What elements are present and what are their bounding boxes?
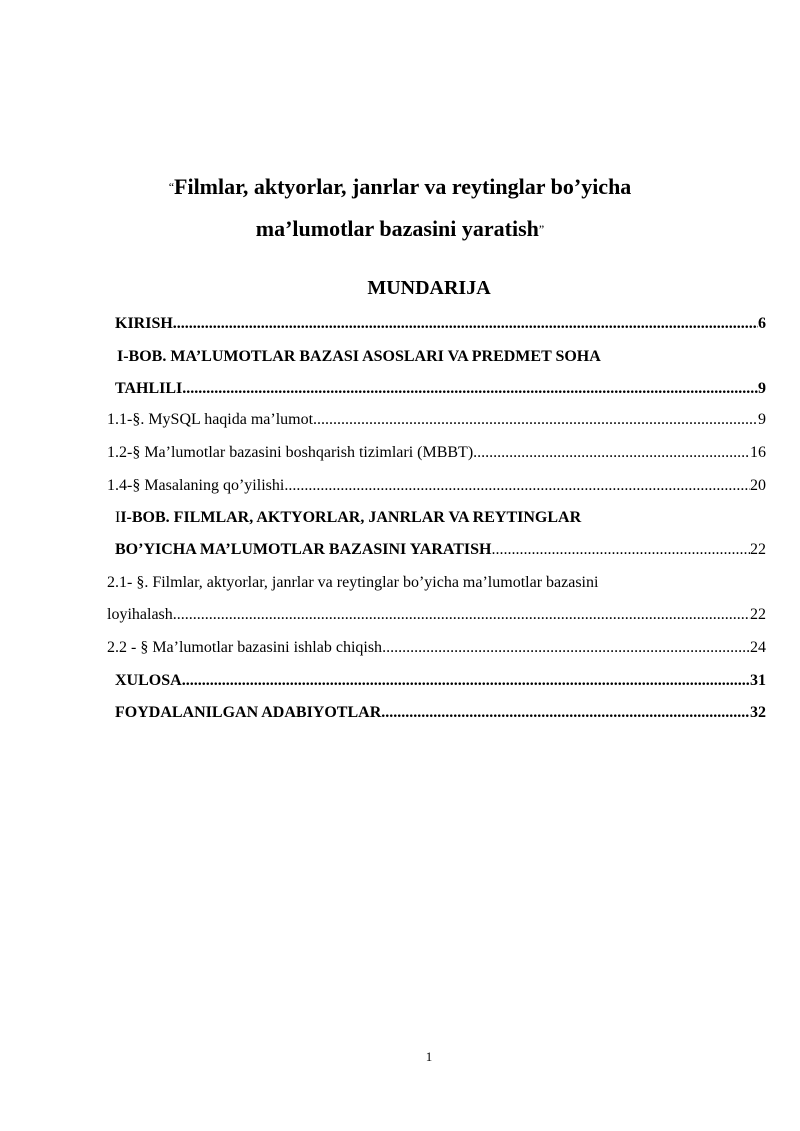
- toc-entry-text: 1.4-§ Masalaning qo’yilishi: [107, 477, 285, 494]
- toc-entry-page: 31: [750, 672, 766, 689]
- toc-chapter-2-title: I-BOB. FILMLAR, AKTYORLAR, JANRLAR VA REYTINGLAR: [120, 509, 582, 526]
- toc-entry-page: 6: [758, 315, 766, 332]
- toc-entry-text: 1.1-§. MySQL haqida ma’lumot: [107, 411, 314, 428]
- title-close-quote: ”: [538, 222, 545, 236]
- toc-entry-page: 22: [750, 541, 766, 558]
- toc-entry-kirish[interactable]: [115, 314, 766, 334]
- toc-entry-page: 9: [758, 411, 766, 428]
- toc-entry-page: 22: [750, 606, 766, 623]
- toc-entry-chapter-1[interactable]: [115, 379, 766, 399]
- toc-leader-dots: [381, 703, 750, 723]
- toc-entry-text: XULOSA: [115, 672, 182, 689]
- toc-entry-section-2-2[interactable]: [107, 638, 766, 658]
- toc-chapter-1-line-1[interactable]: I-BOB. MA’LUMOTLAR BAZASI ASOSLARI VA PREDMET SOHA: [117, 348, 601, 365]
- toc-leader-dots: [313, 410, 758, 430]
- toc-leader-dots: [492, 540, 751, 560]
- toc-entry-chapter-2[interactable]: [115, 540, 766, 560]
- toc-entry-text: 2.2 - § Ma’lumotlar bazasini ishlab chiqish: [107, 639, 383, 656]
- title-text-1: Filmlar, aktyorlar, janrlar va reytinglar bo’yicha: [174, 174, 632, 199]
- toc-entry-page: 24: [750, 639, 766, 656]
- toc-chapter-2-line-1[interactable]: [115, 508, 581, 528]
- document-title-line-1: [0, 165, 800, 209]
- toc-entry-page: 9: [758, 380, 766, 397]
- toc-leader-dots: [182, 671, 750, 691]
- toc-leader-dots: [173, 605, 750, 625]
- toc-entry-text: loyihalash: [107, 606, 173, 623]
- title-text-2: ma’lumotlar bazasini yaratish: [255, 216, 539, 241]
- toc-entry-page: 20: [750, 477, 766, 494]
- toc-entry-adabiyotlar[interactable]: [115, 703, 766, 723]
- toc-entry-text: TAHLILI: [115, 380, 183, 397]
- toc-entry-section-2-1[interactable]: [107, 605, 766, 625]
- toc-entry-page: 32: [750, 704, 766, 721]
- toc-leader-dots: [284, 476, 750, 496]
- toc-entry-section-1-2[interactable]: [107, 443, 766, 463]
- toc-leader-dots: [473, 443, 750, 463]
- toc-entry-text: FOYDALANILGAN ADABIYOTLAR: [115, 704, 382, 721]
- toc-chapter-2-prefix: I: [115, 509, 121, 526]
- toc-entry-xulosa[interactable]: [115, 671, 766, 691]
- toc-section-2-1-line-1[interactable]: 2.1- §. Filmlar, aktyorlar, janrlar va reytinglar bo’yicha ma’lumotlar bazasini: [107, 574, 599, 591]
- toc-leader-dots: [382, 638, 750, 658]
- toc-entry-section-1-1[interactable]: [107, 410, 766, 430]
- toc-leader-dots: [182, 379, 758, 399]
- document-title-line-2: [0, 207, 800, 251]
- toc-leader-dots: [173, 314, 758, 334]
- toc-entry-page: 16: [750, 444, 766, 461]
- toc-heading: MUNDARIJA: [367, 277, 491, 299]
- toc-entry-section-1-4[interactable]: [107, 476, 766, 496]
- page-number: 1: [425, 1049, 433, 1064]
- toc-entry-text: BO’YICHA MA’LUMOTLAR BAZASINI YARATISH: [115, 541, 492, 558]
- toc-entry-text: KIRISH: [115, 315, 173, 332]
- toc-entry-text: 1.2-§ Ma’lumotlar bazasini boshqarish tizimlari (MBBT): [107, 444, 474, 461]
- title-open-quote: “: [168, 180, 175, 194]
